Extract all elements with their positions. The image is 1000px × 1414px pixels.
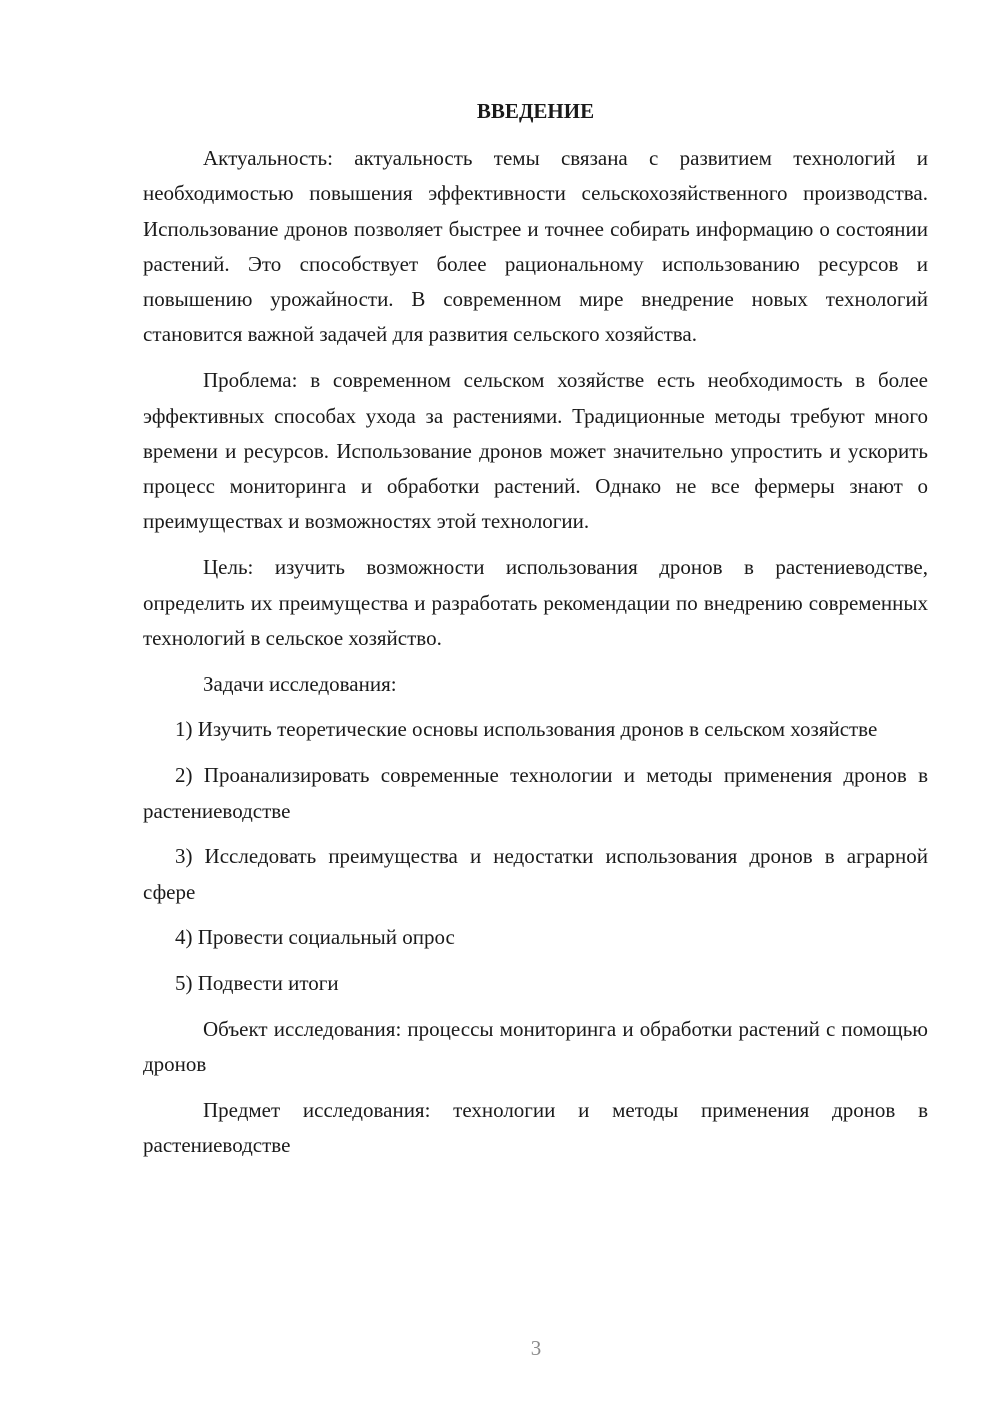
task-item-2: 2) Проанализировать современные технологии и методы применения дронов в растениеводстве: [143, 763, 928, 823]
goal-paragraph: Цель: изучить возможности использования дронов в растениеводстве, определить их преимущества и разработать рекомендации по внедрению современных технологий в сельское хозяйство.: [143, 555, 928, 650]
page-number: 3: [530, 1336, 542, 1360]
tasks-heading: Задачи исследования:: [203, 671, 397, 696]
relevance-paragraph: Актуальность: актуальность темы связана с развитием технологий и необходимостью повышения эффективности сельскохозяйственного производства. Использование дронов позволяет быстрее и точнее собирать информацию о состоянии растений. Это способствует более рациональному использованию ресурсов и повышению урожайности. В современном мире внедрение новых технологий становится важной задачей для развития сельского хозяйства.: [143, 146, 928, 347]
task-item-1: 1) Изучить теоретические основы использования дронов в сельском хозяйстве: [175, 717, 878, 742]
task-item-4: 4) Провести социальный опрос: [175, 925, 455, 950]
object-paragraph: Объект исследования: процессы мониторинга и обработки растений с помощью дронов: [143, 1017, 928, 1077]
page-title: ВВЕДЕНИЕ: [476, 99, 595, 123]
subject-paragraph: Предмет исследования: технологии и методы применения дронов в растениеводстве: [143, 1098, 928, 1158]
task-item-3: 3) Исследовать преимущества и недостатки использования дронов в аграрной сфере: [143, 844, 928, 904]
task-item-5: 5) Подвести итоги: [175, 971, 339, 996]
problem-paragraph: Проблема: в современном сельском хозяйстве есть необходимость в более эффективных способах ухода за растениями. Традиционные методы требуют много времени и ресурсов. Использование дронов может значительно упростить и ускорить процесс мониторинга и обработки растений. Однако не все фермеры знают о преимуществах и возможностях этой технологии.: [143, 368, 928, 534]
document-body: [143, 141, 928, 1174]
